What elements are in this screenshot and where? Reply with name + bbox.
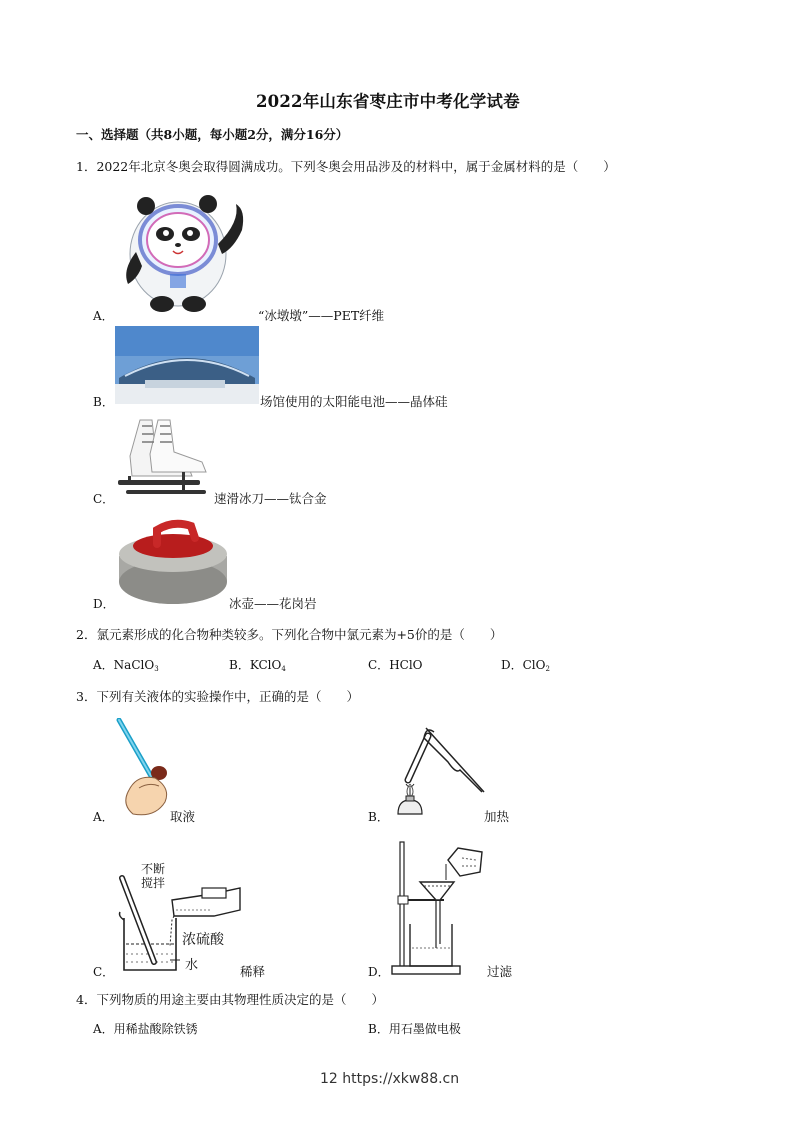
q4-option-a: A．用稀盐酸除铁锈	[93, 1022, 198, 1036]
q2-option-d: D．ClO$_2$	[501, 658, 550, 673]
dilution-image	[114, 860, 244, 978]
question-4-stem: 4．下列物质的用途主要由其物理性质决定的是（ ）	[76, 992, 384, 1007]
q4-option-b: B．用石墨做电极	[368, 1022, 461, 1036]
q3-option-d-text: 过滤	[487, 964, 513, 979]
curling-stone-image	[117, 516, 229, 608]
section-heading: 一、选择题（共8小题，每小题2分，满分16分）	[76, 127, 349, 142]
question-2-stem: 2．氯元素形成的化合物种类较多。下列化合物中氯元素为+5价的是（ ）	[76, 627, 503, 642]
filtration-image	[388, 838, 488, 978]
mascot-image	[118, 182, 254, 314]
q1-option-b-letter: B．	[93, 395, 114, 409]
stadium-image	[115, 326, 259, 404]
question-1-stem: 1．2022年北京冬奥会取得圆满成功。下列冬奥会用品涉及的材料中，属于金属材料的是（ ）	[76, 159, 616, 174]
q1-option-c-letter: C．	[93, 492, 115, 506]
stir-label: 不断 搅拌	[141, 862, 166, 890]
q1-option-d-letter: D．	[93, 597, 115, 611]
q3-option-c-letter: C．	[93, 965, 115, 979]
conc-acid-label: 浓硫酸	[182, 932, 224, 948]
q3-option-a-text: 取液	[170, 809, 196, 824]
dropper-hand-image	[115, 718, 185, 820]
q2-option-a: A．NaClO$_3$	[93, 658, 159, 673]
q3-option-d-letter: D．	[368, 965, 390, 979]
q1-option-b-text: 场馆使用的太阳能电池——晶体硅	[260, 394, 448, 409]
page-footer: 12 https://xkw88.cn	[320, 1071, 460, 1087]
q1-option-d-text: 冰壶——花岗岩	[229, 596, 317, 611]
q3-option-c-text: 稀释	[240, 964, 266, 979]
question-3-stem: 3．下列有关液体的实验操作中，正确的是（ ）	[76, 689, 359, 704]
q3-option-a-letter: A．	[93, 810, 114, 824]
page-title: 2022年山东省枣庄市中考化学试卷	[256, 92, 520, 111]
heating-tube-image	[396, 722, 488, 822]
q2-option-b: B．KClO$_4$	[229, 658, 286, 673]
q1-option-a-text: “冰墩墩”——PET纤维	[258, 308, 385, 323]
q1-option-c-text: 速滑冰刀——钛合金	[214, 491, 327, 506]
water-label: 水	[185, 958, 199, 973]
skates-image	[112, 416, 212, 498]
q3-option-b-letter: B．	[368, 810, 389, 824]
q3-option-b-text: 加热	[484, 809, 510, 824]
q1-option-a-letter: A．	[93, 309, 114, 323]
q2-option-c: C．HClO	[368, 658, 423, 672]
